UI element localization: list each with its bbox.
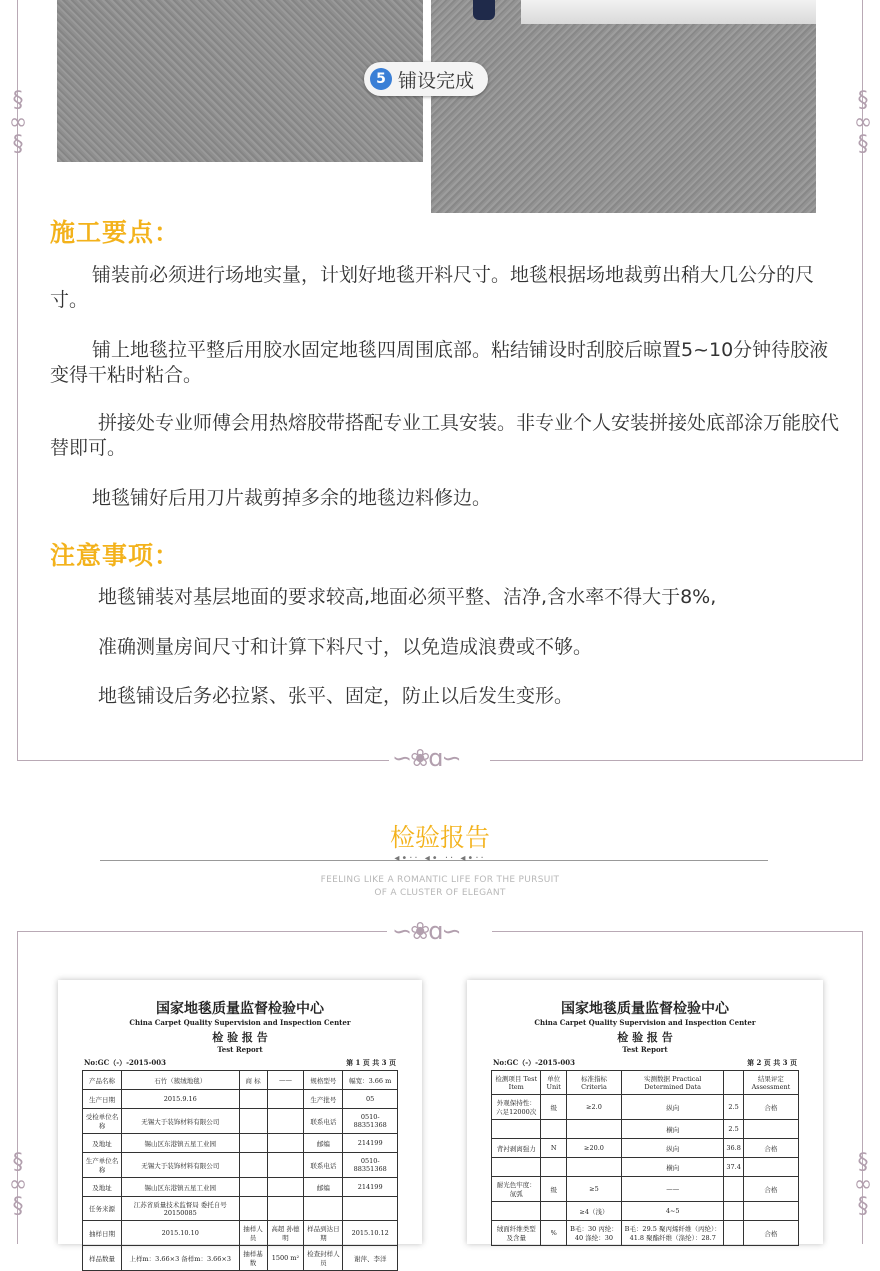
step-badge [364, 62, 488, 96]
report2-table-cell [492, 1158, 541, 1177]
report2-table-cell: ≥4（浅） [566, 1202, 621, 1221]
report1-table-cell: 05 [343, 1090, 398, 1109]
report2-table-cell [724, 1071, 743, 1095]
report1-table-cell: 无锡大于装饰材料有限公司 [122, 1153, 240, 1178]
report2-table-cell: 纵向 [622, 1095, 724, 1120]
report2-table-row [492, 1071, 799, 1095]
report1-table-cell [239, 1134, 267, 1153]
report2-table-cell [566, 1120, 621, 1139]
construction-title: 施工要点： [50, 218, 181, 247]
inspection-heading: 检验报告 [389, 823, 490, 852]
report1-table-cell: 抽样日期 [83, 1221, 122, 1246]
report1-table-row [83, 1221, 398, 1246]
report1-table-cell [267, 1153, 304, 1178]
report1-table-row [83, 1090, 398, 1109]
report1-table-cell: 邮编 [304, 1178, 343, 1197]
report1-table-cell: 0510-88351368 [343, 1153, 398, 1178]
report1-table-cell: 0510-88351368 [343, 1109, 398, 1134]
report2-table-row [492, 1095, 799, 1120]
report1-sub: 检 验 报 告 [212, 1031, 268, 1044]
report-page-1 [58, 980, 422, 1267]
report2-table-cell [743, 1202, 798, 1221]
report1-table-cell [239, 1153, 267, 1178]
frame-bottom-line-left [17, 760, 389, 761]
report2-table-cell [743, 1120, 798, 1139]
wall [521, 0, 816, 24]
report2-code: No:GC（-）-2015-003 [493, 1058, 576, 1067]
report2-table-cell: 耐光色牢度：氙弧 [492, 1177, 541, 1202]
note-item-3: 地毯铺设后务必拉紧、张平、固定，防止以后发生变形。 [98, 685, 574, 707]
construction-para-1: 铺装前必须进行场地实量，计划好地毯开料尺寸。地毯根据场地裁剪出稍大几公分的尺寸。 [50, 264, 815, 311]
bottom-ornament: ∽❀ɑ∽ [392, 744, 460, 772]
report2-table-cell [724, 1221, 743, 1246]
inspection-sub-en-1: FEELING LIKE A ROMANTIC LIFE FOR THE PURSUIT [320, 875, 560, 885]
carpet-photo-right [431, 0, 816, 213]
report1-table-cell: 2015.9.16 [122, 1090, 240, 1109]
report1-title: 国家地毯质量监督检验中心 [156, 1001, 324, 1017]
report1-table-cell: 产品名称 [83, 1071, 122, 1090]
report2-table-cell: % [541, 1221, 566, 1246]
report1-table-cell: 江苏省质量技术监督局 委托自号20150085 [122, 1197, 240, 1221]
report1-table-cell: 商 标 [239, 1071, 267, 1090]
report2-table-cell: 单位 Unit [541, 1071, 566, 1095]
report1-table-row [83, 1246, 398, 1271]
report2-table-cell: 36.8 [724, 1139, 743, 1158]
report1-table-cell: 及地址 [83, 1134, 122, 1153]
report1-table-cell: 样品数量 [83, 1246, 122, 1271]
note-item-2: 准确测量房间尺寸和计算下料尺寸，以免造成浪费或不够。 [98, 636, 593, 658]
report2-table-row [492, 1177, 799, 1202]
report2-table [491, 1070, 799, 1246]
report2-table-cell [541, 1120, 566, 1139]
report1-table-cell: 规格型号 [304, 1071, 343, 1090]
report1-title-en: China Carpet Quality Supervision and Inspection Center [129, 1018, 351, 1027]
report2-table-cell: 37.4 [724, 1158, 743, 1177]
report1-table-cell: 2015.10.10 [122, 1221, 240, 1246]
report1-table-cell: 生产批号 [304, 1090, 343, 1109]
report2-table-cell: 合格 [743, 1139, 798, 1158]
report2-table-cell: 级 [541, 1095, 566, 1120]
report2-table-cell: 背衬剥离强力 [492, 1139, 541, 1158]
report1-table-row [83, 1178, 398, 1197]
report1-sub-en: Test Report [217, 1045, 263, 1054]
report1-table-cell: 邮编 [304, 1134, 343, 1153]
report2-table-row [492, 1120, 799, 1139]
report1-table-cell: 抽样基数 [239, 1246, 267, 1271]
report2-table-cell: 横向 [622, 1158, 724, 1177]
report1-table-cell [267, 1109, 304, 1134]
report2-table-cell [492, 1202, 541, 1221]
report1-table-row [83, 1153, 398, 1178]
report2-title: 国家地毯质量监督检验中心 [561, 1001, 729, 1017]
top-ornament-2: ∽❀ɑ∽ [392, 917, 460, 945]
report2-table-cell: 合格 [743, 1177, 798, 1202]
report1-table-cell: 幅宽：3.66 m [343, 1071, 398, 1090]
report2-table-cell: 合格 [743, 1221, 798, 1246]
report1-table-row [83, 1109, 398, 1134]
frame2-top-right [492, 931, 863, 932]
report1-table-cell [267, 1197, 304, 1221]
report1-table-cell: 高超 孙德明 [267, 1221, 304, 1246]
report1-meta [84, 1058, 396, 1068]
report1-table [82, 1070, 398, 1271]
report2-title-en: China Carpet Quality Supervision and Inspection Center [534, 1018, 756, 1027]
report1-table-cell: 样品到达日期 [304, 1221, 343, 1246]
report1-table-cell: 石竹（簇绒地毯） [122, 1071, 240, 1090]
report2-table-cell: 检测项目 Test Item [492, 1071, 541, 1095]
report2-table-cell: 结果评定 Assessment [743, 1071, 798, 1095]
report2-table-cell [566, 1158, 621, 1177]
report1-table-cell: 无锡大于装饰材料有限公司 [122, 1109, 240, 1134]
notes-title: 注意事项： [50, 541, 181, 570]
report2-table-cell: 纵向 [622, 1139, 724, 1158]
construction-para-3: 拼接处专业师傅会用热熔胶带搭配专业工具安装。非专业个人安装拼接处底部涂万能胶代替即可。 [50, 412, 840, 459]
construction-para-2: 铺上地毯拉平整后用胶水固定地毯四周围底部。粘结铺设时刮胶后晾置5~10分钟待胶液变得干粘时粘合。 [50, 339, 829, 386]
report2-table-cell: 2.5 [724, 1120, 743, 1139]
report1-table-cell: 214199 [343, 1178, 398, 1197]
report1-table-cell [343, 1197, 398, 1221]
person-figure [473, 0, 495, 20]
report2-table-cell [743, 1158, 798, 1177]
report1-table-cell: 生产日期 [83, 1090, 122, 1109]
report2-table-cell: 外观保持性：六足12000次 [492, 1095, 541, 1120]
report1-table-cell [267, 1178, 304, 1197]
report1-code: No:GC（-）-2015-003 [84, 1058, 167, 1067]
report1-table-cell: 受检单位名称 [83, 1109, 122, 1134]
report1-table-row [83, 1134, 398, 1153]
step-number: 5 [370, 68, 392, 90]
side-ornament-left: § ∞ § [8, 88, 28, 157]
report1-page: 第 1 页 共 3 页 [346, 1058, 396, 1067]
report1-table-cell [239, 1197, 267, 1221]
step-label: 铺设完成 [398, 69, 475, 92]
report2-table-cell: ≥20.0 [566, 1139, 621, 1158]
report2-meta [493, 1058, 797, 1068]
side-ornament-right: § ∞ § [853, 88, 873, 157]
report2-table-cell: —— [622, 1177, 724, 1202]
report2-table-cell: 2.5 [724, 1095, 743, 1120]
side-ornament-left-2: § ∞ § [8, 1150, 28, 1219]
report2-table-cell: N [541, 1139, 566, 1158]
report1-table-cell: 检查封样人员 [304, 1246, 343, 1271]
report-page-2 [467, 980, 823, 1244]
report1-table-cell: 联系电话 [304, 1109, 343, 1134]
side-ornament-right-2: § ∞ § [853, 1150, 873, 1219]
report1-table-cell [239, 1090, 267, 1109]
report1-table-cell: 锡山区东港镇五星工业园 [122, 1134, 240, 1153]
report2-table-cell: 绒面纤维类型及含量 [492, 1221, 541, 1246]
report1-table-cell: 214199 [343, 1134, 398, 1153]
report1-table-cell: 谢萍、李洋 [343, 1246, 398, 1271]
report1-table-row [83, 1197, 398, 1221]
report1-table-cell: 及地址 [83, 1178, 122, 1197]
report2-sub: 检 验 报 告 [617, 1031, 673, 1044]
inspection-sub-en-2: OF A CLUSTER OF ELEGANT [374, 888, 506, 898]
report2-table-cell: 合格 [743, 1095, 798, 1120]
report2-table-cell: B毛：30 丙纶：40 涤纶：30 [566, 1221, 621, 1246]
report2-table-cell: 标准指标 Criteria [566, 1071, 621, 1095]
report2-table-cell [724, 1177, 743, 1202]
report2-table-row [492, 1139, 799, 1158]
report2-table-cell [492, 1120, 541, 1139]
report1-table-cell: —— [267, 1071, 304, 1090]
report1-table-cell [239, 1178, 267, 1197]
construction-para-4: 地毯铺好后用刀片裁剪掉多余的地毯边料修边。 [92, 487, 492, 509]
report1-table-cell: 上样m：3.66×3 备样m：3.66×3 [122, 1246, 240, 1271]
report1-table-cell: 2015.10.12 [343, 1221, 398, 1246]
report2-table-row [492, 1202, 799, 1221]
report2-table-cell: 级 [541, 1177, 566, 1202]
report1-table-cell: 联系电话 [304, 1153, 343, 1178]
report2-table-cell [724, 1202, 743, 1221]
report2-table-cell: 4~5 [622, 1202, 724, 1221]
report1-table-cell: 任务来源 [83, 1197, 122, 1221]
note-item-1: 地毯铺装对基层地面的要求较高,地面必须平整、洁净,含水率不得大于8%, [98, 586, 717, 608]
report1-table-cell [304, 1197, 343, 1221]
frame-bottom-line-right [490, 760, 863, 761]
report2-table-cell: ≥2.0 [566, 1095, 621, 1120]
report1-table-cell: 1500 m² [267, 1246, 304, 1271]
report1-table-cell: 抽样人员 [239, 1221, 267, 1246]
heading-divider-ornament: ◂•·· ◂• ·· ◂•·· [394, 853, 486, 864]
report2-table-row [492, 1221, 799, 1246]
report2-table-cell: 横向 [622, 1120, 724, 1139]
report2-table-cell: B毛：29.5 聚丙烯纤维（丙纶）：41.8 聚酯纤维（涤纶）：28.7 [622, 1221, 724, 1246]
report1-table-cell [267, 1090, 304, 1109]
report2-table-cell: 实测数据 Practical Determined Data [622, 1071, 724, 1095]
report2-table-cell [541, 1158, 566, 1177]
report1-table-cell: 生产单位名称 [83, 1153, 122, 1178]
report1-table-cell: 锡山区东港镇五星工业园 [122, 1178, 240, 1197]
report2-sub-en: Test Report [622, 1045, 668, 1054]
report2-page: 第 2 页 共 3 页 [747, 1058, 797, 1067]
report2-table-row [492, 1158, 799, 1177]
frame2-top-left [17, 931, 387, 932]
report1-table-cell [239, 1109, 267, 1134]
report2-table-cell [541, 1202, 566, 1221]
report1-table-row [83, 1071, 398, 1090]
report2-table-cell: ≥5 [566, 1177, 621, 1202]
report1-table-cell [267, 1134, 304, 1153]
